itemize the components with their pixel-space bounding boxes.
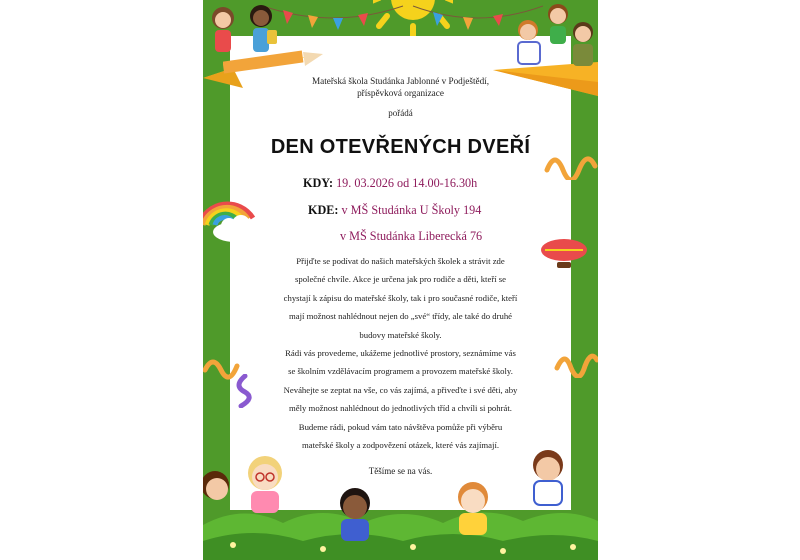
kids-illustration <box>203 445 598 560</box>
closing-text: Těšíme se na vás. <box>368 466 433 476</box>
bunting-icon <box>263 0 543 40</box>
paragraph-line: mateřské školy a zodpovězení otázek, které vás zajímají. <box>301 440 500 451</box>
when-value: 19. 03.2026 od 14.00-16.30h <box>336 176 478 190</box>
paragraph-line: se školním vzdělávacím programem a provozem mateřské školy. <box>288 366 513 377</box>
paragraph-line: Rádi vás provedeme, ukážeme jednotlivé prostory, seznámíme vás <box>285 348 516 359</box>
intro-text: pořádá <box>388 108 413 118</box>
organization-line-2: příspěvková organizace <box>357 88 444 98</box>
where-value-2: v MŠ Studánka Liberecká 76 <box>340 229 483 243</box>
where-row <box>308 203 481 218</box>
kids-illustration-top-right <box>503 0 598 75</box>
paragraph-line: Přijďte se podívat do našich mateřských školek a strávit zde <box>296 256 505 266</box>
where-row-2 <box>340 229 482 244</box>
where-label: KDE: <box>308 203 339 217</box>
paragraph-line: budovy mateřské školy. <box>359 329 442 340</box>
kids-illustration-top-left <box>203 0 293 70</box>
poster <box>203 0 598 560</box>
paragraph-line: společné chvíle. Akce je určena jak pro rodiče a děti, kteří se <box>294 274 507 285</box>
paragraph-line: měly možnost nahlédnout do jednotlivých tříd a chvíli si pohrát. <box>289 403 512 414</box>
poster-title: DEN OTEVŘENÝCH DVEŘÍ <box>270 136 531 158</box>
invitation-text <box>230 252 571 454</box>
paragraph-line: Budeme rádi, pokud vám tato návštěva pomůže při výběru <box>298 421 503 432</box>
when-row <box>303 176 477 191</box>
paragraph-line: chystají k zápisu do mateřské školy, tak i pro současné rodiče, kteří <box>283 292 518 303</box>
paragraph-line: Neváhejte se zeptat na vše, co vás zajímá, a přiveďte i své děti, aby <box>283 384 518 395</box>
cloud-icon <box>211 214 259 244</box>
when-label: KDY: <box>303 176 334 190</box>
paragraph-line: mají možnost nahlédnout nejen do „své“ třídy, ale také do druhé <box>288 311 513 322</box>
where-value-1: v MŠ Studánka U Školy 194 <box>341 203 482 217</box>
organization-line-1: Mateřská škola Studánka Jablonné v Podještědí, <box>311 76 490 86</box>
